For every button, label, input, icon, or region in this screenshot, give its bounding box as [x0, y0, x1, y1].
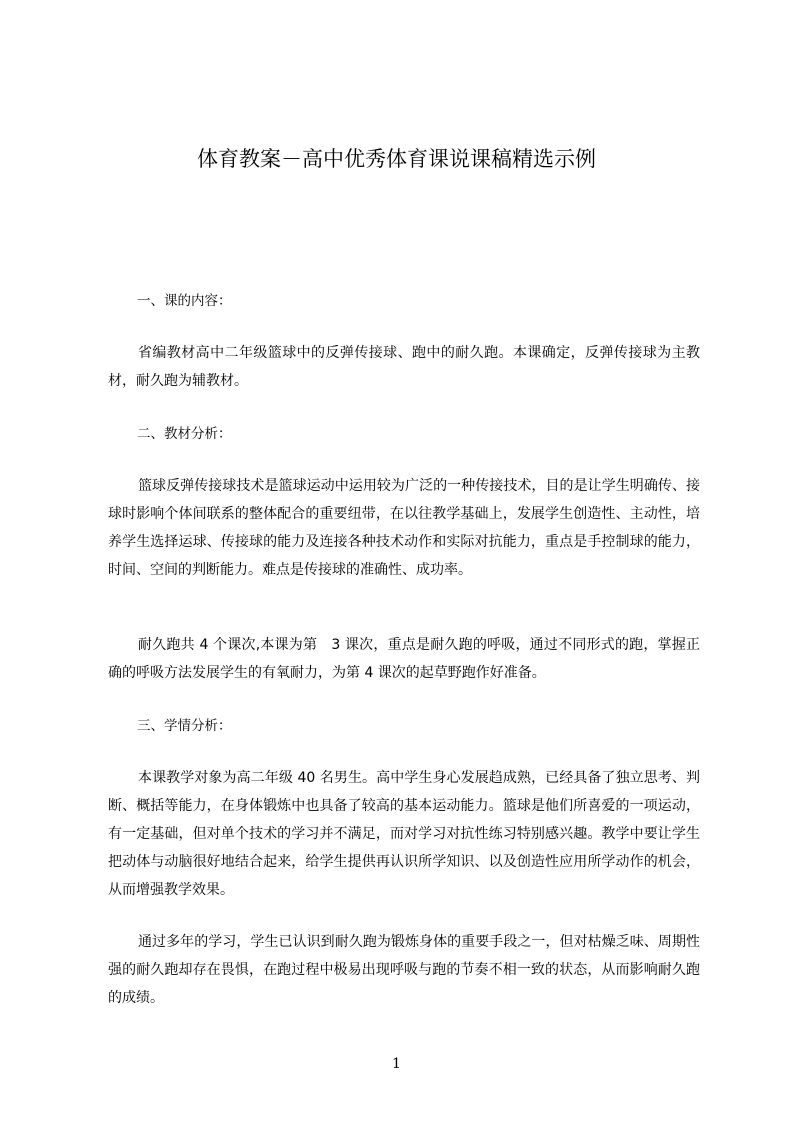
section-heading-students: 三、学情分析：: [137, 718, 232, 734]
document-title: 体育教案－高中优秀体育课说课稿精选示例: [197, 147, 596, 171]
paragraph-students-basketball: 本课教学对象为高二年级 40 名男生。高中学生身心发展趋成熟，已经具备了独立思考、判断、概括等能力，在身体锻炼中也具备了较高的基本运动能力。篮球是他们所喜爱的一项运动，有一定基础，但对单个技术的学习并不满足，而对学习对抗性练习特别感兴趣。教学中要让学生把动体与动脑很好地结合起来，给学生提供再认识所学知识、以及创造性应用所学动作的机会，从而增强教学效果。: [108, 770, 700, 898]
page-number: 1: [392, 1056, 401, 1072]
section-heading-content: 一、课的内容：: [137, 293, 232, 309]
paragraph-students-endurance: 通过多年的学习，学生已认识到耐久跑为锻炼身体的重要手段之一，但对枯燥乏味、周期性强的耐久跑却存在畏惧，在跑过程中极易出现呼吸与跑的节奏不相一致的状态，从而影响耐久跑的成绩。: [108, 934, 700, 1006]
paragraph-basketball-analysis: 篮球反弹传接球技术是篮球运动中运用较为广泛的一种传接技术，目的是让学生明确传、接球时影响个体间联系的整体配合的重要纽带，在以往教学基础上，发展学生创造性、主动性，培养学生选择运球、传接球的能力及连接各种技术动作和实际对抗能力，重点是手控制球的能力，时间、空间的判断能力。难点是传接球的准确性、成功率。: [108, 478, 700, 578]
paragraph-content: 省编教材高中二年级篮球中的反弹传接球、跑中的耐久跑。本课确定，反弹传接球为主教材，耐久跑为辅教材。: [108, 345, 700, 389]
section-heading-analysis: 二、教材分析：: [137, 426, 232, 442]
paragraph-endurance-run: 耐久跑共 4 个课次,本课为第 3 课次，重点是耐久跑的呼吸，通过不同形式的跑，掌握正确的呼吸方法发展学生的有氧耐力，为第 4 课次的起草野跑作好准备。: [108, 637, 700, 681]
